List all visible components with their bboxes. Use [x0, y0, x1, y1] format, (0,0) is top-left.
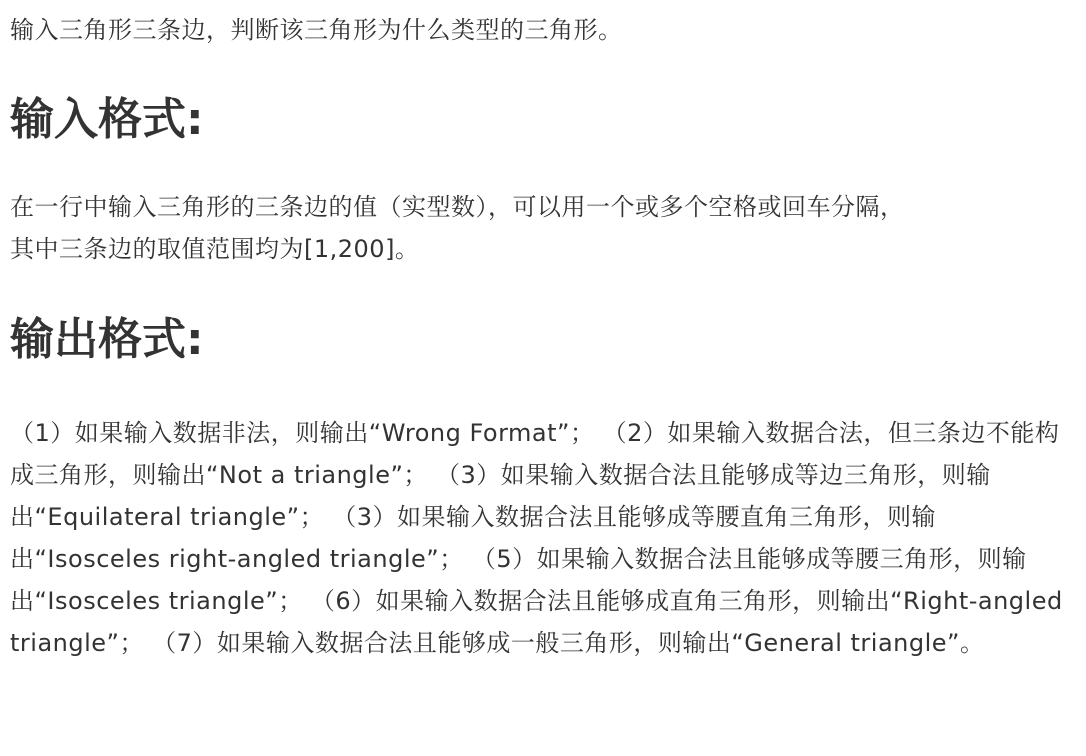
- input-format-line-1: 在一行中输入三角形的三条边的值（实型数），可以用一个或多个空格或回车分隔，: [10, 193, 905, 221]
- next-section-cutoff: [10, 744, 190, 756]
- problem-intro: 输入三角形三条边，判断该三角形为什么类型的三角形。: [10, 16, 623, 44]
- output-format-heading: 输出格式:: [10, 314, 204, 365]
- input-format-body: [10, 186, 1076, 270]
- input-format-line-2: 其中三条边的取值范围均为[1,200]。: [10, 235, 420, 263]
- output-format-body: （1）如果输入数据非法，则输出“Wrong Format”； （2）如果输入数据合法，但三条边不能构成三角形，则输出“Not a triangle”； （3）如果输入数据合法且能够成等边三角形，则输出“Equilateral triangle”； （3）如果输入数据合法且能够成等腰直角三角形，则输出“Isosceles right-angled triangle”； （5）如果输入数据合法且能够成等腰三角形，则输出“Isosceles triangle”； （6）如果输入数据合法且能够成直角三角形，则输出“Right-angled triangle”； （7）如果输入数据合法且能够成一般三角形，则输出“General triangle”。: [10, 419, 1063, 657]
- problem-description: [10, 0, 1076, 664]
- input-format-heading: 输入格式:: [10, 94, 204, 145]
